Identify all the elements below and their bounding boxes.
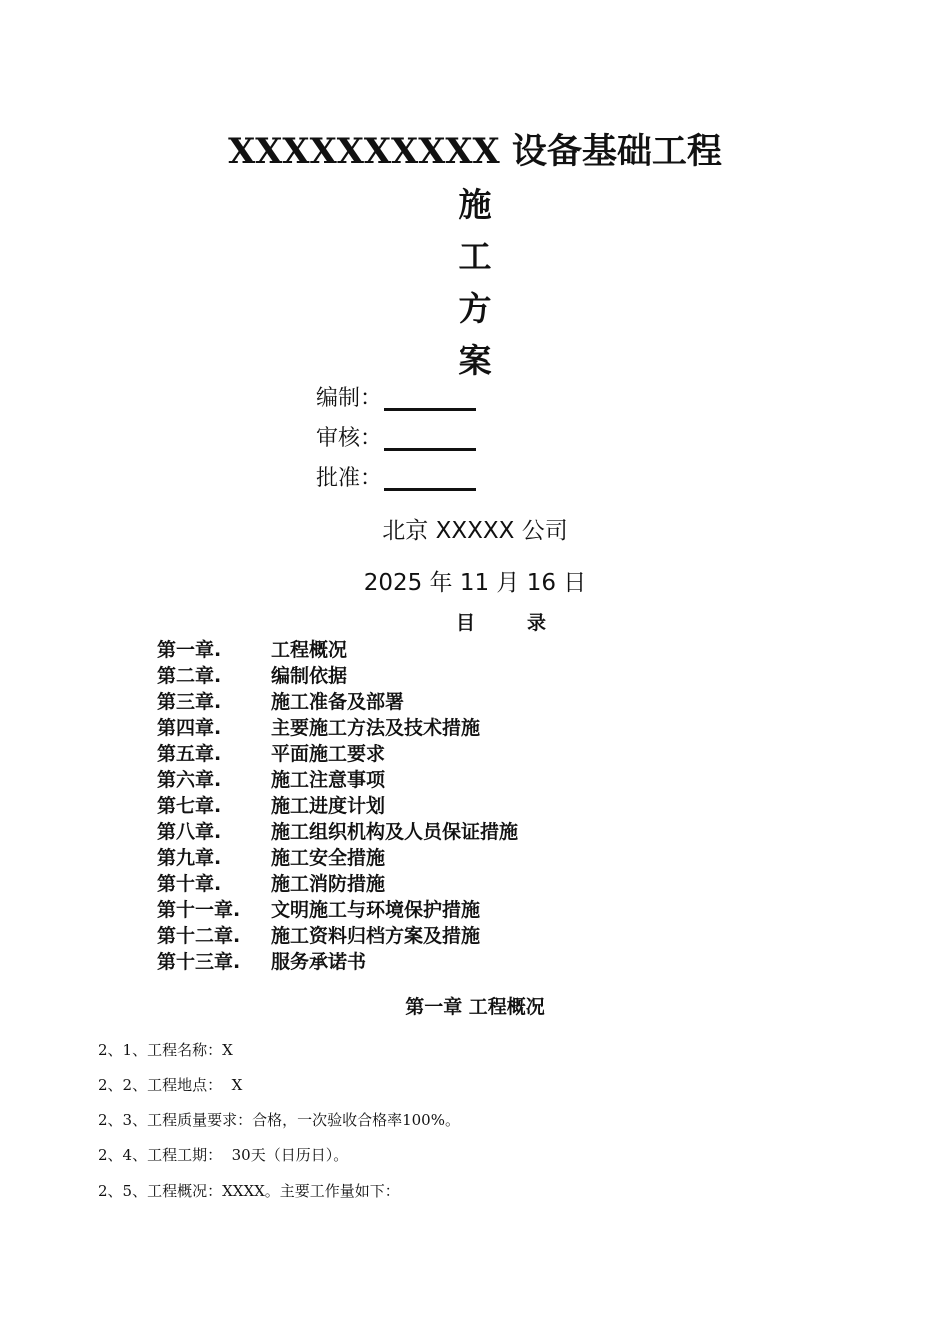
toc-item-number: 第九章. <box>157 847 222 869</box>
body-paragraph: 2、3、工程质量要求：合格，一次验收合格率100%。 <box>98 1111 460 1129</box>
toc-item-number: 第三章. <box>157 691 222 713</box>
toc-item-title: 施工资料归档方案及措施 <box>271 925 481 947</box>
toc-item[interactable] <box>157 663 717 689</box>
toc-item-number: 第四章. <box>157 717 222 739</box>
toc-item[interactable] <box>157 923 717 949</box>
toc-title-char-2: 录 <box>527 612 547 634</box>
toc-item[interactable] <box>157 689 717 715</box>
toc-item[interactable] <box>157 637 717 663</box>
toc-item-title: 施工组织机构及人员保证措施 <box>271 821 519 843</box>
body-paragraph: 2、1、工程名称：X <box>98 1041 233 1059</box>
toc-item-title: 文明施工与环境保护措施 <box>271 899 481 921</box>
toc-item-number: 第二章. <box>157 665 222 687</box>
toc-item[interactable] <box>157 793 717 819</box>
company-name: 北京 XXXXX 公司 <box>382 518 568 544</box>
toc-item-number: 第五章. <box>157 743 222 765</box>
toc-item[interactable] <box>157 871 717 897</box>
toc-item-title: 平面施工要求 <box>271 743 386 765</box>
toc-item-number: 第十三章. <box>157 951 241 973</box>
toc-item-title: 施工注意事项 <box>271 769 386 791</box>
toc-item-number: 第七章. <box>157 795 222 817</box>
toc-item[interactable] <box>157 715 717 741</box>
sign-label-approved: 批准： <box>316 466 383 491</box>
table-of-contents <box>157 637 717 975</box>
title-char-shi: 施 <box>458 185 492 224</box>
toc-item-title: 施工安全措施 <box>271 847 386 869</box>
toc-item[interactable] <box>157 949 717 975</box>
toc-item-number: 第六章. <box>157 769 222 791</box>
toc-item-title: 服务承诺书 <box>271 951 367 973</box>
document-date: 2025 年 11 月 16 日 <box>363 570 587 596</box>
sign-label-compiled: 编制： <box>316 386 383 411</box>
sign-row-reviewed <box>316 424 476 454</box>
title-char-fang: 方 <box>458 289 492 328</box>
toc-item-title: 工程概况 <box>271 639 348 661</box>
toc-item-title: 施工消防措施 <box>271 873 386 895</box>
title-char-an: 案 <box>458 341 492 380</box>
toc-item[interactable] <box>157 845 717 871</box>
toc-item-number: 第十章. <box>157 873 222 895</box>
body-paragraph: 2、2、工程地点： X <box>98 1076 243 1094</box>
body-paragraph: 2、5、工程概况：XXXX。主要工作量如下： <box>98 1182 400 1200</box>
toc-item[interactable] <box>157 897 717 923</box>
toc-item[interactable] <box>157 767 717 793</box>
toc-item-title: 主要施工方法及技术措施 <box>271 717 481 739</box>
toc-item-number: 第一章. <box>157 639 222 661</box>
signature-blank-line <box>384 448 476 451</box>
toc-item[interactable] <box>157 741 717 767</box>
toc-item-number: 第八章. <box>157 821 222 843</box>
chapter-heading: 第一章 工程概况 <box>405 996 545 1018</box>
title-char-gong: 工 <box>458 237 492 276</box>
toc-title-char-1: 目 <box>456 612 476 634</box>
signature-blank-line <box>384 488 476 491</box>
toc-item[interactable] <box>157 819 717 845</box>
toc-title <box>456 609 546 637</box>
toc-item-title: 编制依据 <box>271 665 348 687</box>
sign-row-compiled <box>316 384 476 414</box>
sign-label-reviewed: 审核： <box>316 426 383 451</box>
sign-row-approved <box>316 464 476 494</box>
toc-item-title: 施工进度计划 <box>271 795 386 817</box>
signature-blank-line <box>384 408 476 411</box>
toc-item-title: 施工准备及部署 <box>271 691 405 713</box>
document-title: XXXXXXXXXX 设备基础工程 <box>228 131 722 172</box>
body-paragraph: 2、4、工程工期： 30天（日历日）。 <box>98 1146 349 1164</box>
toc-item-number: 第十二章. <box>157 925 241 947</box>
toc-item-number: 第十一章. <box>157 899 241 921</box>
